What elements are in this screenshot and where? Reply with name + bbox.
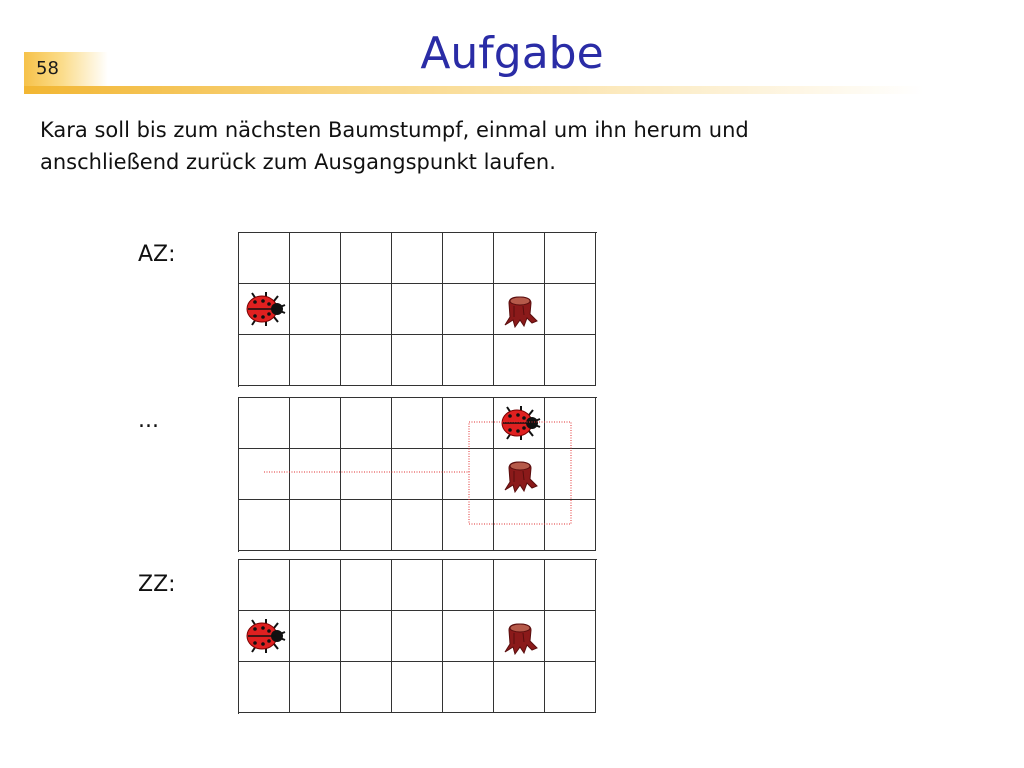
- grid-cell: [290, 560, 341, 611]
- grid-cell: [239, 449, 290, 500]
- grid-cell: [290, 662, 341, 713]
- grid-cell: [239, 560, 290, 611]
- grid-cell: [545, 335, 596, 386]
- grid-cell: [545, 611, 596, 662]
- grid-cell: [341, 560, 392, 611]
- grid-cell: [392, 335, 443, 386]
- tree-stump-icon: [497, 614, 541, 658]
- grid-cell: [545, 500, 596, 551]
- grid-cell: [341, 662, 392, 713]
- grid-cell: [392, 560, 443, 611]
- grid-cell: [392, 233, 443, 284]
- grid-cell: [494, 233, 545, 284]
- grid-cell: [392, 449, 443, 500]
- task-description-line-1: Kara soll bis zum nächsten Baumstumpf, einmal um ihn herum und: [40, 118, 749, 142]
- grid-cell: [290, 611, 341, 662]
- label-initial-state: AZ:: [138, 242, 176, 267]
- grid-cell: [443, 233, 494, 284]
- grid-cell: [341, 500, 392, 551]
- grid-cell: [290, 500, 341, 551]
- grid-cell: [545, 284, 596, 335]
- world-grid-initial: [238, 232, 597, 387]
- grid-cell: [341, 233, 392, 284]
- grid-cell: [494, 398, 545, 449]
- grid-cell: [239, 500, 290, 551]
- grid-cell: [443, 284, 494, 335]
- grid-cell: [341, 284, 392, 335]
- grid-cell: [392, 500, 443, 551]
- grid-cell: [545, 233, 596, 284]
- task-description-line-2: anschließend zurück zum Ausgangspunkt laufen.: [40, 150, 556, 174]
- grid-cell: [443, 449, 494, 500]
- grid-cell: [443, 500, 494, 551]
- tree-stump-icon: [497, 287, 541, 331]
- grid-cell: [239, 335, 290, 386]
- grid-cell: [545, 398, 596, 449]
- ladybug-icon: [242, 614, 286, 658]
- grid-cell: [341, 398, 392, 449]
- grid-cell: [443, 662, 494, 713]
- grid-cell: [239, 233, 290, 284]
- grid-cell: [443, 611, 494, 662]
- ladybug-icon: [242, 287, 286, 331]
- grid-cell: [392, 662, 443, 713]
- grid-cell: [290, 284, 341, 335]
- ladybug-icon: [497, 401, 541, 445]
- grid-cell: [494, 335, 545, 386]
- grid-cell: [545, 449, 596, 500]
- label-final-state: ZZ:: [138, 572, 176, 597]
- grid-cell: [392, 611, 443, 662]
- grid-cell: [341, 449, 392, 500]
- grid-cell: [239, 662, 290, 713]
- grid-cell: [494, 500, 545, 551]
- label-intermediate-state: ...: [138, 408, 159, 433]
- grid-cell: [392, 398, 443, 449]
- grid-cell: [239, 611, 290, 662]
- grid-cell: [494, 284, 545, 335]
- grid-cell: [341, 611, 392, 662]
- grid-cell: [239, 398, 290, 449]
- world-grid-intermediate: [238, 397, 597, 552]
- grid-cell: [545, 560, 596, 611]
- grid-cell: [239, 284, 290, 335]
- slide-title: Aufgabe: [420, 28, 604, 79]
- grid-cell: [392, 284, 443, 335]
- grid-cell: [443, 398, 494, 449]
- grid-cell: [443, 335, 494, 386]
- tree-stump-icon: [497, 452, 541, 496]
- grid-cell: [494, 449, 545, 500]
- grid-cell: [290, 335, 341, 386]
- grid-cell: [341, 335, 392, 386]
- slide-number: 58: [36, 58, 59, 79]
- grid-cell: [494, 611, 545, 662]
- grid-cell: [494, 560, 545, 611]
- title-underline: [24, 86, 924, 94]
- grid-cell: [290, 398, 341, 449]
- task-description: [40, 114, 940, 178]
- grid-cell: [545, 662, 596, 713]
- grid-cell: [290, 233, 341, 284]
- grid-cell: [443, 560, 494, 611]
- grid-cell: [494, 662, 545, 713]
- world-grid-final: [238, 559, 597, 714]
- grid-cell: [290, 449, 341, 500]
